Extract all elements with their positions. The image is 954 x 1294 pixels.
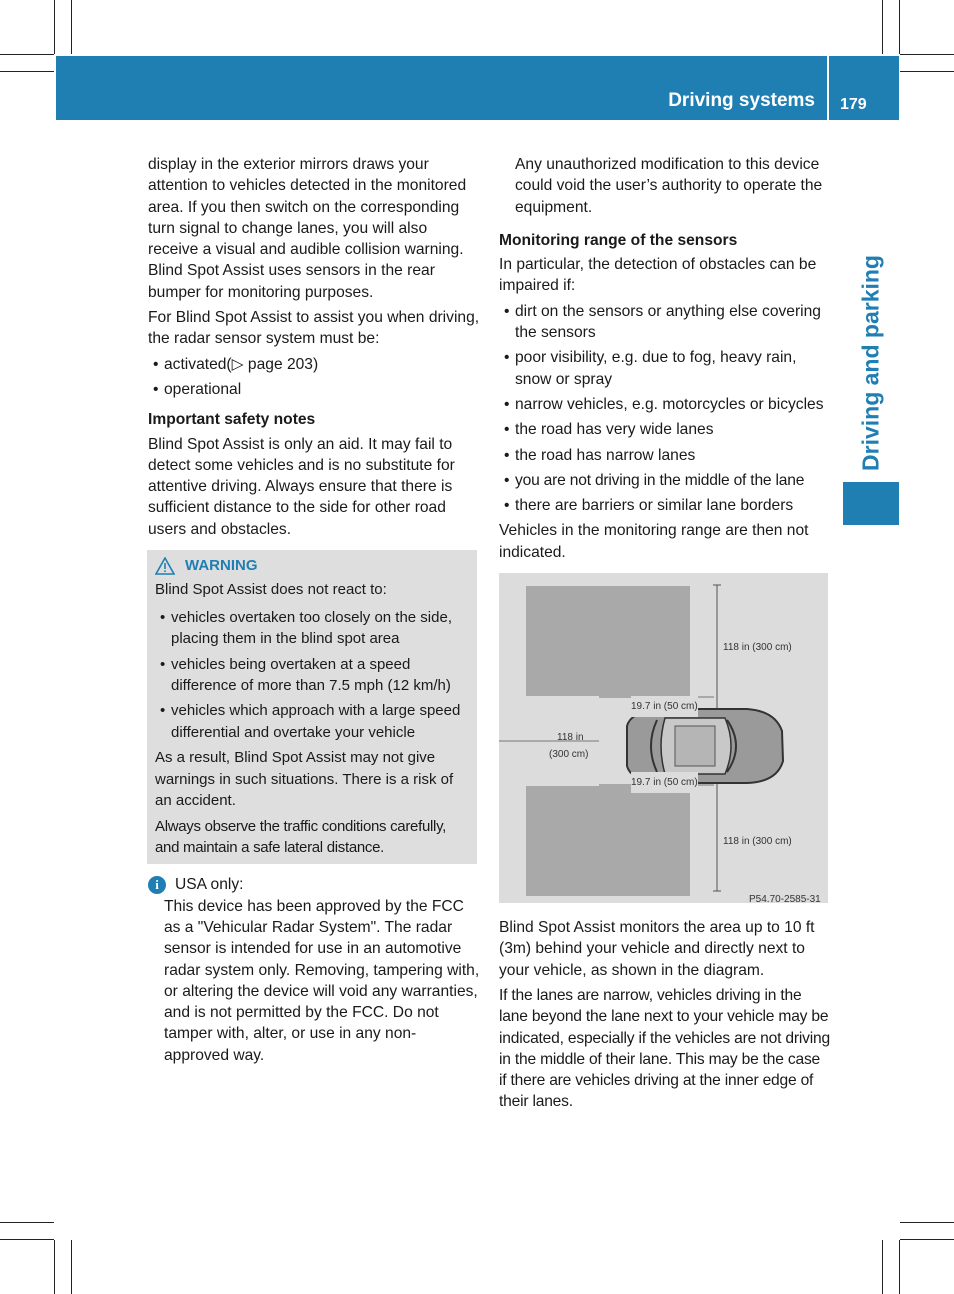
figure-label: 19.7 in (50 cm) — [631, 696, 698, 717]
info-paragraph: This device has been approved by the FCC as a "Vehicular Radar System". The radar sensor is intended for use in an automotive radar system only. Removing, tampering with, or altering the device will void any warranties, and is not permitted by the FCC. Do not tamper with, alter, or use in any non-approved way. — [164, 897, 480, 1064]
list-item: • poor visibility, e.g. due to fog, heavy rain, snow or spray — [499, 347, 831, 390]
warning-label: WARNING — [185, 557, 258, 575]
safety-paragraph: Blind Spot Assist is only an aid. It may fail to detect some vehicles and is no substitute for attentive driving. Always ensure that there is sufficient distance to the side for other road users and obstacles. — [148, 435, 455, 538]
coverage-paragraph: Blind Spot Assist monitors the area up to 10 ft (3m) behind your vehicle and directly next to your vehicle, as shown in the diagram. — [499, 919, 815, 979]
requirement-intro: For Blind Spot Assist to assist you when driving, the radar sensor system must be: — [148, 309, 480, 348]
section-title: Driving systems — [668, 90, 815, 111]
list-item: • activated(▷ page 203) — [148, 354, 480, 375]
warning-intro: Blind Spot Assist does not react to: — [155, 581, 387, 599]
figure-label: 118 in — [557, 732, 584, 744]
info-icon: i — [148, 876, 166, 894]
warning-advice: Always observe the traffic conditions carefully, and maintain a safe lateral distance. — [155, 817, 447, 856]
sensor-range-diagram — [499, 573, 828, 906]
info-label: USA only: — [175, 876, 244, 894]
list-item: • you are not driving in the middle of the lane — [499, 470, 831, 491]
side-tab — [843, 482, 899, 525]
monitoring-intro: In particular, the detection of obstacles can be impaired if: — [499, 256, 817, 295]
narrow-lane-paragraph: If the lanes are narrow, vehicles driving in the lane beyond the lane next to your vehicle may be indicated, especially if the vehicles are not driving in the middle of their lane. This may be the case if there are vehicles driving at the inner edge of their lanes. — [499, 986, 830, 1111]
list-item: • narrow vehicles, e.g. motorcycles or bicycles — [499, 394, 831, 415]
list-item: • the road has very wide lanes — [499, 419, 831, 440]
list-item: • there are barriers or similar lane borders — [499, 495, 831, 516]
figure-label: 118 in (300 cm) — [723, 836, 792, 848]
list-item: • the road has narrow lanes — [499, 445, 831, 466]
list-item: • vehicles overtaken too closely on the side, placing them in the blind spot area — [155, 607, 469, 650]
warning-box — [147, 550, 477, 864]
right-column — [499, 154, 831, 1117]
monitoring-result: Vehicles in the monitoring range are then not indicated. — [499, 522, 809, 561]
warning-triangle-icon — [155, 557, 175, 575]
page-number: 179 — [840, 96, 867, 113]
monitoring-heading: Monitoring range of the sensors — [499, 231, 738, 249]
list-item: • vehicles which approach with a large speed differential and overtake your vehicle — [155, 700, 469, 743]
monitoring-list — [499, 301, 831, 517]
requirement-list — [148, 354, 480, 401]
warning-header — [155, 555, 469, 576]
figure-label: 19.7 in (50 cm) — [631, 772, 698, 793]
figure-label: 118 in (300 cm) — [723, 642, 792, 654]
header-divider — [827, 56, 829, 120]
warning-list — [155, 607, 469, 743]
list-item: • operational — [148, 379, 480, 400]
warning-result: As a result, Blind Spot Assist may not give warnings in such situations. There is a risk of an accident. — [155, 749, 454, 810]
intro-paragraph: display in the exterior mirrors draws your attention to vehicles detected in the monitored area. If you then switch on the corresponding turn signal to change lanes, you will also receive a visual and audible collision warning. Blind Spot Assist uses sensors in the rear bumper for monitoring purposes. — [148, 156, 467, 301]
list-item: • dirt on the sensors or anything else covering the sensors — [499, 301, 831, 344]
list-item: • vehicles being overtaken at a speed difference of more than 7.5 mph (12 km/h) — [155, 654, 469, 697]
info-header — [148, 874, 480, 895]
left-column — [148, 154, 480, 1070]
figure-label: (300 cm) — [549, 749, 589, 761]
figure-id: P54.70-2585-31 — [749, 894, 821, 906]
safety-heading: Important safety notes — [148, 411, 316, 429]
info-continued: Any unauthorized modification to this device could void the user’s authority to operate the equipment. — [515, 156, 823, 216]
side-tab-title: Driving and parking — [857, 255, 884, 471]
